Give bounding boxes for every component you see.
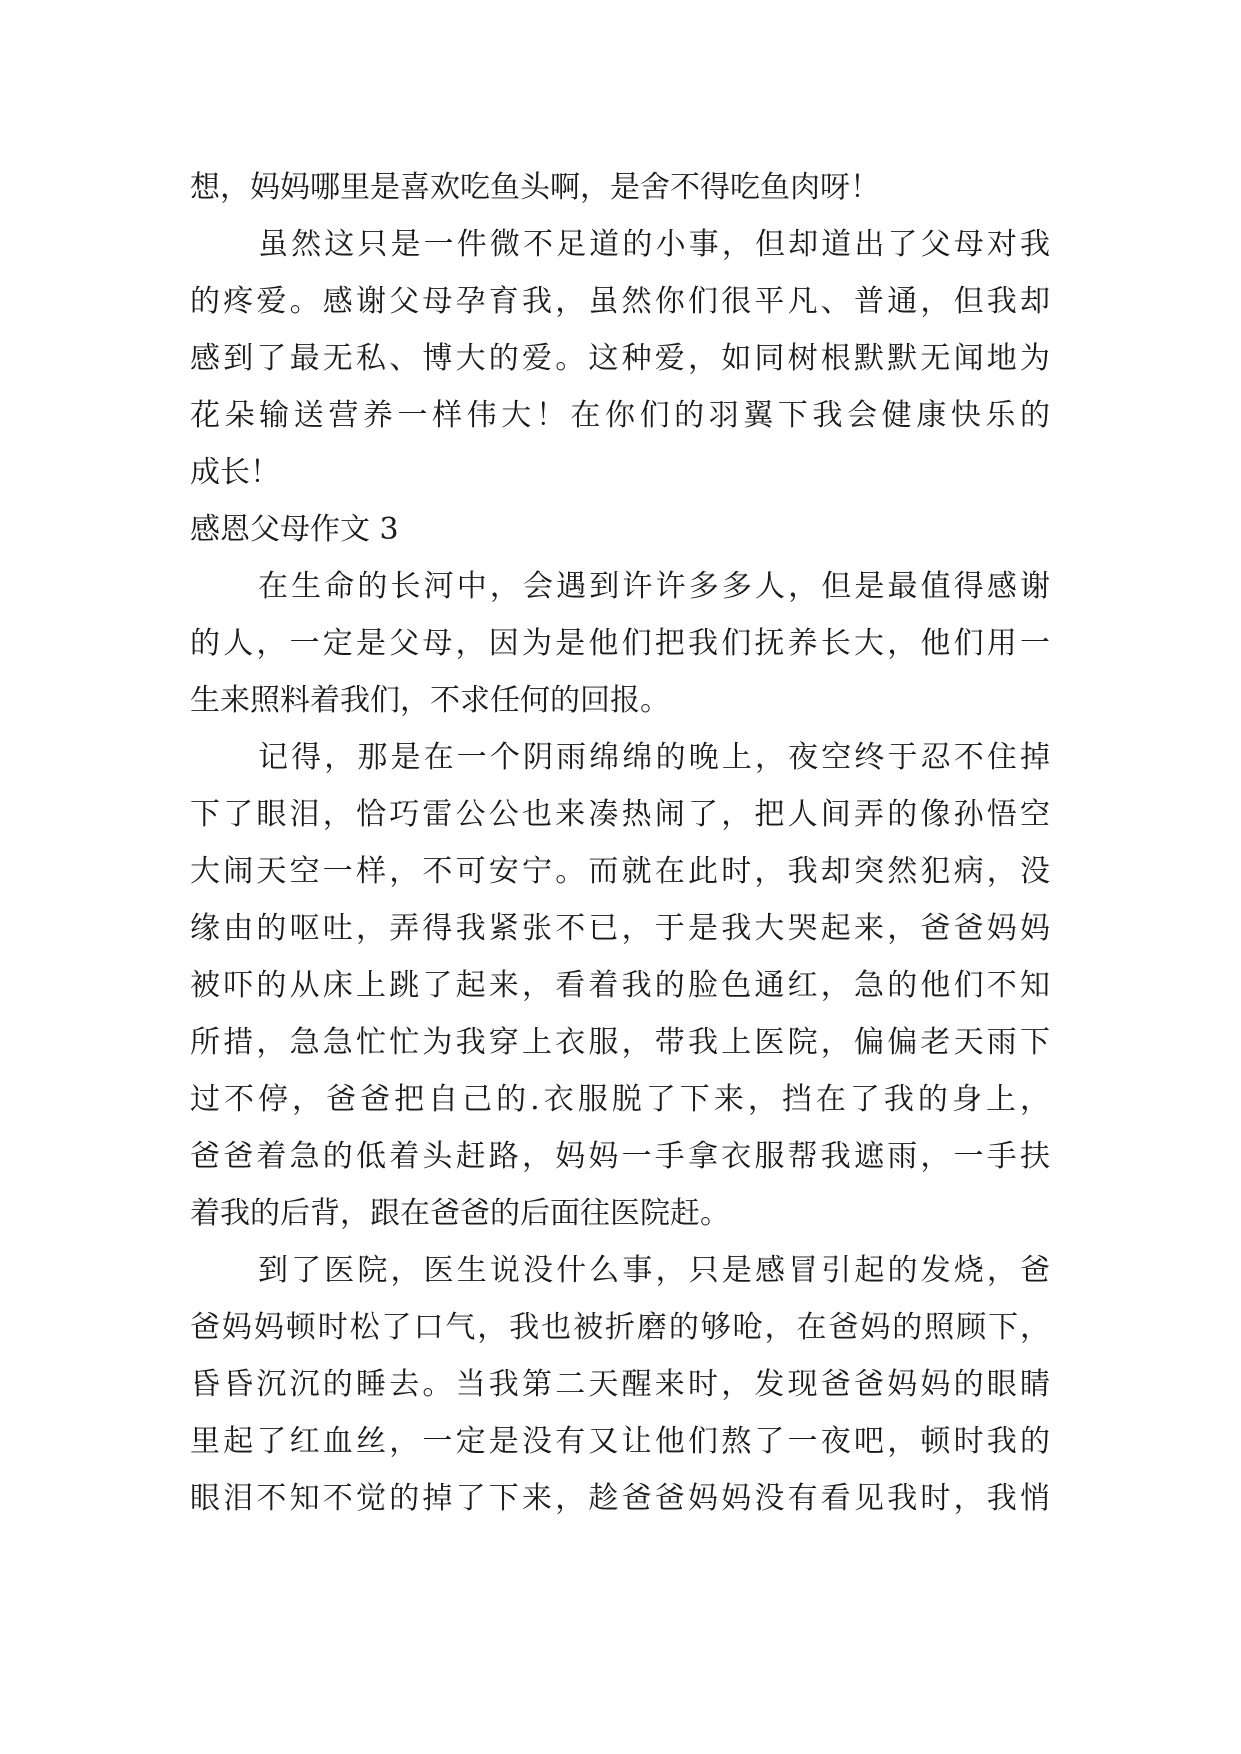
text-line: 在生命的长河中，会遇到许许多多人，但是最值得感谢: [258, 569, 1050, 604]
text-line: 大闹天空一样，不可安宁。而就在此时，我却突然犯病，没: [190, 854, 1050, 889]
text-line: 生来照料着我们，不求任何的回报。: [190, 683, 670, 718]
text-line: 昏昏沉沉的睡去。当我第二天醒来时，发现爸爸妈妈的眼睛: [190, 1367, 1050, 1402]
text-line: 感到了最无私、博大的爱。这种爱，如同树根默默无闻地为: [190, 341, 1050, 376]
text-line: 想，妈妈哪里是喜欢吃鱼头啊，是舍不得吃鱼肉呀！: [190, 170, 880, 205]
text-line: 花朵输送营养一样伟大！在你们的羽翼下我会健康快乐的: [190, 398, 1050, 433]
text-line: 的人，一定是父母，因为是他们把我们抚养长大，他们用一: [190, 626, 1050, 661]
text-line: 所措，急急忙忙为我穿上衣服，带我上医院，偏偏老天雨下: [190, 1025, 1050, 1060]
text-line: 爸妈妈顿时松了口气，我也被折磨的够呛，在爸妈的照顾下，: [190, 1310, 1050, 1345]
text-line: 着我的后背，跟在爸爸的后面往医院赶。: [190, 1196, 730, 1231]
text-line: 记得，那是在一个阴雨绵绵的晚上，夜空终于忍不住掉: [258, 740, 1050, 775]
text-line: 缘由的呕吐，弄得我紧张不已，于是我大哭起来，爸爸妈妈: [190, 911, 1050, 946]
text-line: 下了眼泪，恰巧雷公公也来凑热闹了，把人间弄的像孙悟空: [190, 797, 1050, 832]
text-line: 被吓的从床上跳了起来，看着我的脸色通红，急的他们不知: [190, 968, 1050, 1003]
text-line: 的疼爱。感谢父母孕育我，虽然你们很平凡、普通，但我却: [190, 284, 1050, 319]
text-line: 成长！: [190, 455, 280, 490]
text-line: 虽然这只是一件微不足道的小事，但却道出了父母对我: [258, 227, 1050, 262]
text-line: 到了医院，医生说没什么事，只是感冒引起的发烧，爸: [258, 1253, 1050, 1288]
text-line: 爸爸着急的低着头赶路，妈妈一手拿衣服帮我遮雨，一手扶: [190, 1139, 1050, 1174]
text-line: 眼泪不知不觉的掉了下来，趁爸爸妈妈没有看见我时，我悄: [190, 1481, 1050, 1516]
text-line: 过不停，爸爸把自己的.衣服脱了下来，挡在了我的身上，: [190, 1082, 1050, 1117]
section-heading: 感恩父母作文 3: [190, 512, 399, 547]
text-line: 里起了红血丝，一定是没有又让他们熬了一夜吧，顿时我的: [190, 1424, 1050, 1459]
